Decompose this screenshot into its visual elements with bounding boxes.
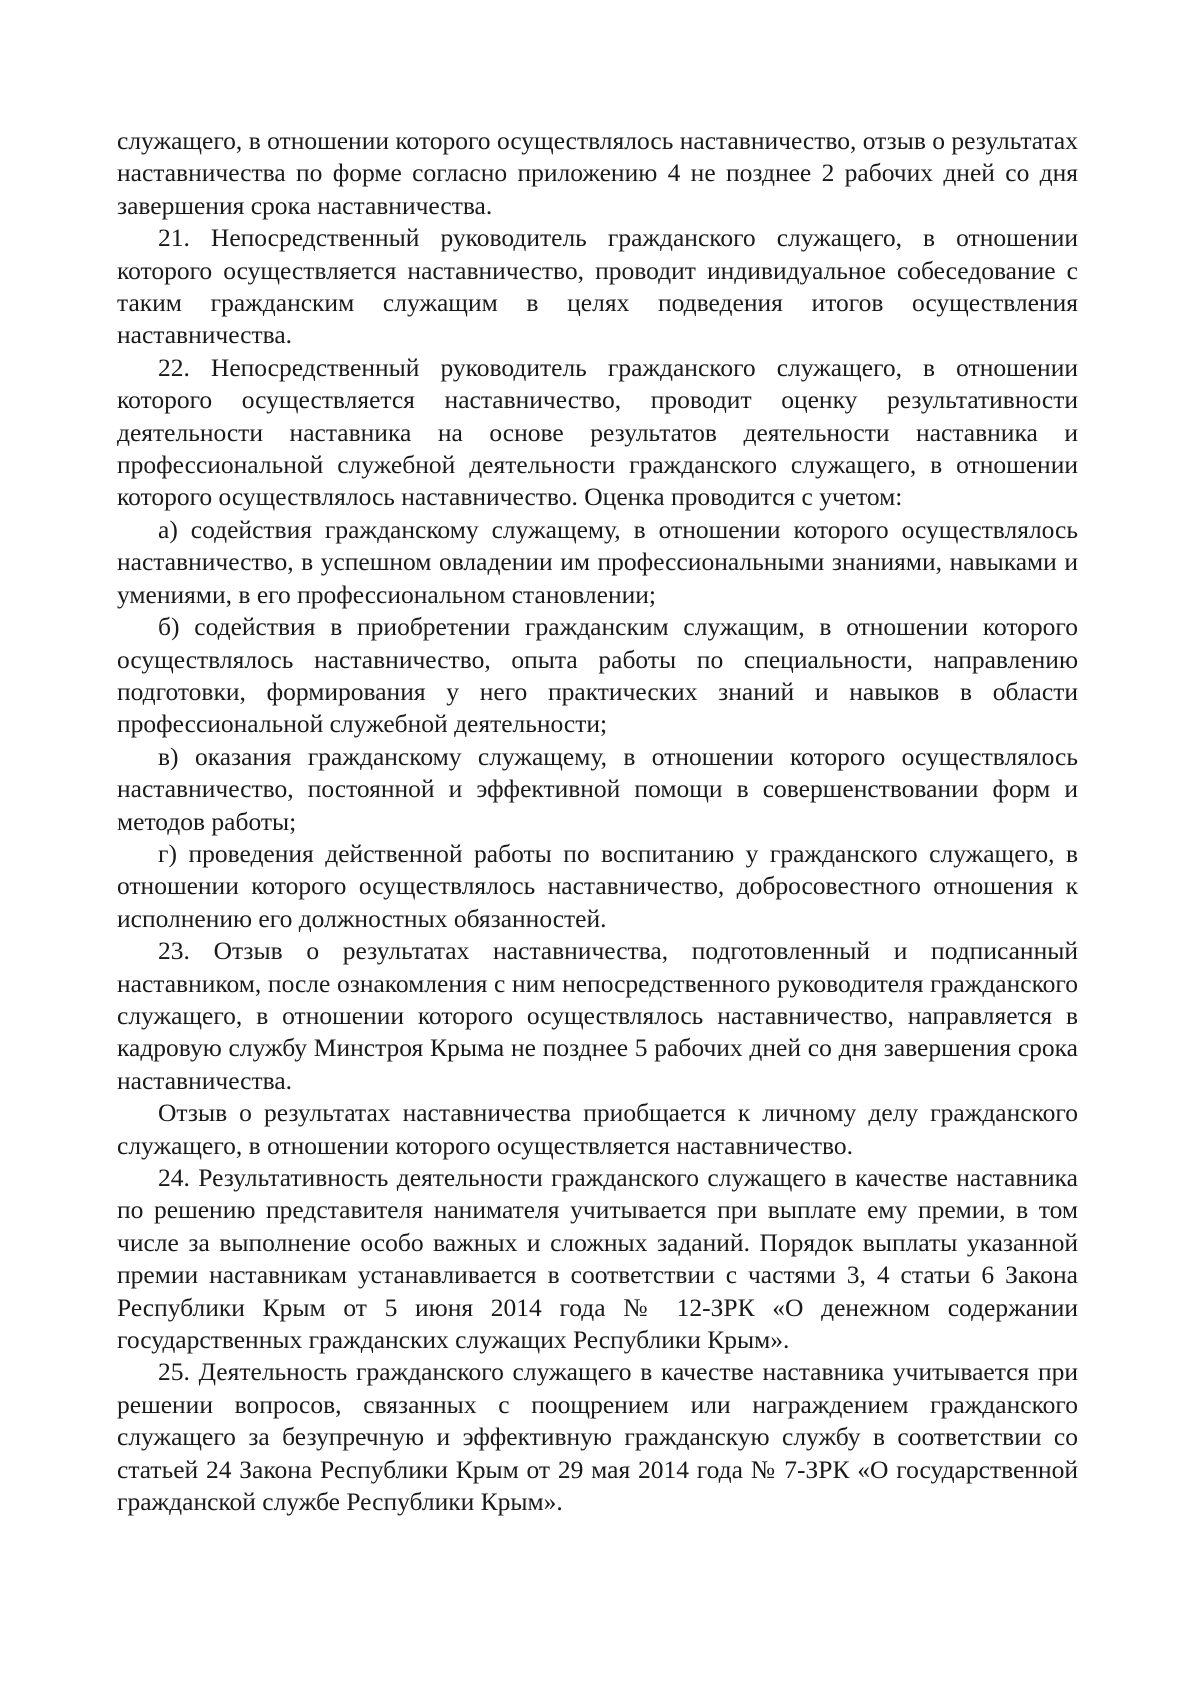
- paragraph-22-v: в) оказания гражданскому служащему, в отношении которого осуществлялось наставничество, постоянной и эффективной помощи в совершенствовании форм и методов работы;: [117, 741, 1078, 836]
- paragraph-22-a: а) содействия гражданскому служащему, в отношении которого осуществлялось наставничество, в успешном овладении им профессиональными знаниями, навыками и умениями, в его профессиональном становлении;: [117, 514, 1078, 609]
- paragraph-22-b: б) содействия в приобретении гражданским служащим, в отношении которого осуществлялось наставничество, опыта работы по специальности, направлению подготовки, формирования у него практических знаний и навыков в области профессиональной служебной деятельности;: [117, 612, 1078, 739]
- paragraph-23-note: Отзыв о результатах наставничества приобщается к личному делу гражданского служащего, в отношении которого осуществляется наставничество.: [117, 1098, 1078, 1160]
- paragraph-23: 23. Отзыв о результатах наставничества, подготовленный и подписанный наставником, после ознакомления с ним непосредственного руководителя гражданского служащего, в отношении которого осуществлялось наставничество, направляется в кадровую службу Минстроя Крыма не позднее 5 рабочих дней со дня завершения срока наставничества.: [117, 936, 1078, 1095]
- paragraph-continuation: служащего, в отношении которого осуществлялось наставничество, отзыв о результатах наставничества по форме согласно приложению 4 не позднее 2 рабочих дней со дня завершения срока наставничества.: [117, 126, 1078, 220]
- paragraph-21: 21. Непосредственный руководитель гражданского служащего, в отношении которого осуществляется наставничество, проводит индивидуальное собеседование с таким гражданским служащим в целях подведения итогов осуществления наставничества.: [117, 223, 1078, 350]
- paragraph-22-g: г) проведения действенной работы по воспитанию у гражданского служащего, в отношении которого осуществлялось наставничество, добросовестного отношения к исполнению его должностных обязанностей.: [117, 838, 1078, 933]
- paragraph-22: 22. Непосредственный руководитель гражданского служащего, в отношении которого осуществляется наставничество, проводит оценку результативности деятельности наставника на основе результатов деятельности наставника и профессиональной служебной деятельности гражданского служащего, в отношении которого осуществлялось наставничество. Оценка проводится с учетом:: [117, 352, 1078, 512]
- paragraph-24: 24. Результативность деятельности гражданского служащего в качестве наставника по решению представителя нанимателя учитывается при выплате ему премии, в том числе за выполнение особо важных и сложных заданий. Порядок выплаты указанной премии наставникам устанавливается в соответствии с частями 3, 4 статьи 6 Закона Республики Крым от 5 июня 2014 года № 12-ЗРК «О денежном содержании государственных гражданских служащих Республики Крым».: [117, 1163, 1078, 1355]
- paragraph-25: 25. Деятельность гражданского служащего в качестве наставника учитывается при решении вопросов, связанных с поощрением или награждением гражданского служащего за безупречную и эффективную гражданскую службу в соответствии со статьей 24 Закона Республики Крым от 29 мая 2014 года № 7-ЗРК «О государственной гражданской службе Республики Крым».: [117, 1357, 1078, 1517]
- document-body: [117, 125, 1078, 1518]
